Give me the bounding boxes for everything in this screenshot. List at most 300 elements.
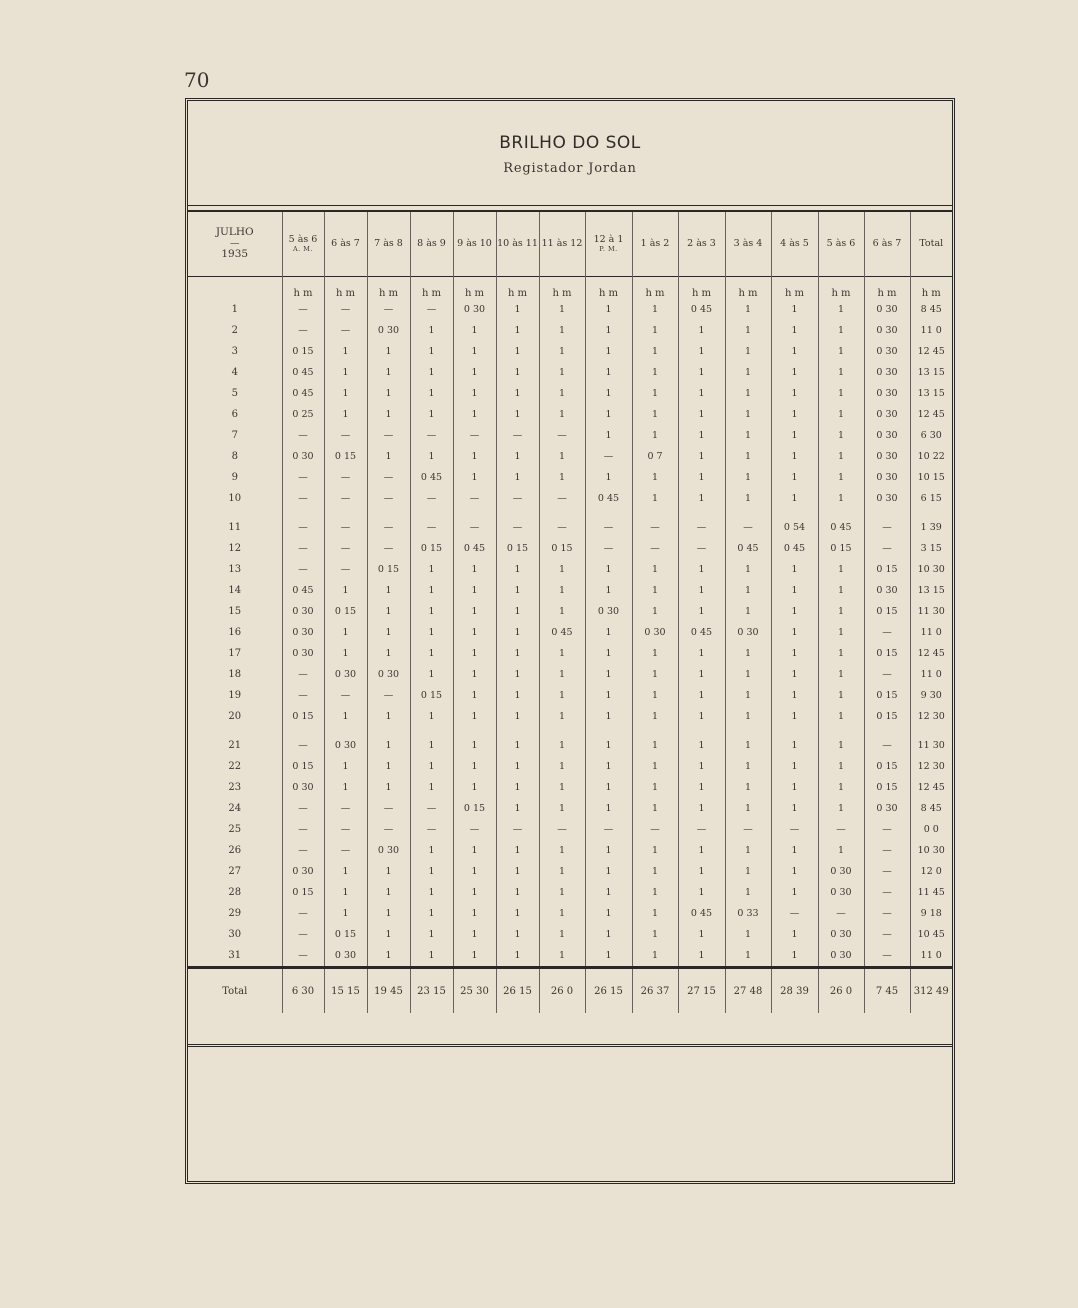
hour-value: 1: [678, 580, 725, 601]
hour-value: —: [585, 538, 632, 559]
hour-value: 1: [324, 362, 367, 383]
day-row: [188, 840, 952, 861]
day-number: 21: [228, 740, 242, 751]
day-number: 27: [228, 866, 242, 877]
hour-value: 0 45: [678, 622, 725, 643]
day-number: 23: [228, 782, 242, 793]
hour-value: —: [324, 467, 367, 488]
hour-value: 1: [410, 601, 453, 622]
day-number: 15: [228, 606, 242, 617]
hour-value: 1: [453, 664, 496, 685]
hour-value: 1: [632, 320, 678, 341]
hour-value: —: [367, 425, 410, 446]
hour-value: 0 30: [282, 622, 324, 643]
day-row: [188, 685, 952, 706]
hour-value: 1: [771, 861, 818, 882]
table-body: [188, 277, 952, 300]
hour-value: 0 45: [585, 488, 632, 509]
day-total: 13 15: [910, 383, 952, 404]
hour-value: —: [282, 299, 324, 320]
hour-value: 0 45: [282, 383, 324, 404]
hour-value: —: [324, 819, 367, 840]
hour-value: 1: [539, 945, 585, 968]
hour-value: 1: [771, 383, 818, 404]
hour-value: 1: [496, 341, 539, 362]
day-number: 16: [228, 627, 242, 638]
day-number: 2: [231, 325, 238, 336]
hour-value: —: [539, 425, 585, 446]
hour-value: 0 45: [539, 622, 585, 643]
page-number: 70: [184, 68, 210, 92]
hour-value: —: [496, 488, 539, 509]
day-total: 12 30: [910, 756, 952, 777]
column-header-period: A. M.: [292, 244, 314, 253]
hour-value: 1: [818, 706, 864, 727]
hour-value: —: [678, 819, 725, 840]
hour-value: —: [282, 924, 324, 945]
day-row: [188, 383, 952, 404]
day-row: [188, 467, 952, 488]
hour-value: 0 15: [324, 601, 367, 622]
day-total: 11 0: [910, 622, 952, 643]
hour-value: 1: [771, 425, 818, 446]
day-number: 14: [228, 585, 242, 596]
hour-value: 1: [539, 601, 585, 622]
hour-value: 1: [725, 320, 771, 341]
hour-value: —: [282, 903, 324, 924]
day-total: 11 0: [910, 664, 952, 685]
column-header-period: P. M.: [599, 244, 618, 253]
hour-value: 1: [539, 383, 585, 404]
hour-value: 1: [678, 488, 725, 509]
hour-value: 1: [410, 861, 453, 882]
unit-label: h m: [678, 277, 725, 300]
hour-value: 1: [410, 341, 453, 362]
hour-value: 0 30: [632, 622, 678, 643]
hour-value: 1: [453, 559, 496, 580]
day-row: [188, 488, 952, 509]
hour-value: 1: [585, 299, 632, 320]
hour-value: 1: [496, 467, 539, 488]
hour-value: 0 15: [818, 538, 864, 559]
title-box: [188, 101, 952, 206]
hour-value: 1: [818, 580, 864, 601]
hour-value: 1: [771, 622, 818, 643]
hour-value: 0 15: [324, 924, 367, 945]
hour-value: —: [453, 488, 496, 509]
hour-value: 0 45: [410, 467, 453, 488]
day-number: 1: [231, 304, 238, 315]
day-number: 25: [228, 824, 242, 835]
day-row: [188, 404, 952, 425]
hour-value: 1: [410, 756, 453, 777]
hour-value: 1: [410, 706, 453, 727]
hour-value: 1: [678, 756, 725, 777]
hour-value: 0 15: [453, 798, 496, 819]
unit-label: h m: [453, 277, 496, 300]
unit-label: h m: [818, 277, 864, 300]
hour-value: 1: [539, 643, 585, 664]
hour-value: —: [725, 819, 771, 840]
month-year-separator: —: [230, 237, 240, 249]
column-header-label: 10 às 11: [497, 237, 538, 249]
day-row: [188, 756, 952, 777]
hour-value: 1: [818, 777, 864, 798]
hour-value: —: [453, 425, 496, 446]
hour-value: 0 15: [864, 756, 910, 777]
hour-value: 1: [585, 341, 632, 362]
hour-value: 1: [771, 299, 818, 320]
day-row: [188, 727, 952, 756]
hour-value: 1: [496, 727, 539, 756]
hour-value: 1: [453, 756, 496, 777]
hour-value: 1: [367, 777, 410, 798]
hour-value: 1: [632, 945, 678, 968]
column-header-label: 12 à 1: [593, 234, 624, 246]
hour-value: 1: [410, 643, 453, 664]
column-header: [632, 212, 678, 277]
column-header-label: 4 às 5: [780, 237, 809, 249]
day-total: 12 0: [910, 861, 952, 882]
hour-value: 1: [585, 580, 632, 601]
hour-value: 1: [324, 404, 367, 425]
column-header-label: 3 às 4: [733, 237, 763, 249]
day-total: 10 30: [910, 559, 952, 580]
hour-value: 1: [678, 685, 725, 706]
hour-value: 0 15: [282, 706, 324, 727]
day-total: 9 30: [910, 685, 952, 706]
hour-value: 1: [771, 320, 818, 341]
column-total: 26 0: [539, 968, 585, 1014]
hour-value: 1: [678, 840, 725, 861]
column-total: 25 30: [453, 968, 496, 1014]
hour-value: 1: [818, 383, 864, 404]
hour-value: 1: [585, 467, 632, 488]
column-header-label: 7 às 8: [374, 237, 403, 249]
column-header-label: 5 às 6: [288, 234, 318, 246]
hour-value: 1: [496, 362, 539, 383]
unit-label: h m: [864, 277, 910, 300]
hour-value: 1: [539, 446, 585, 467]
day-row: [188, 706, 952, 727]
hour-value: 1: [539, 341, 585, 362]
hour-value: 1: [496, 383, 539, 404]
hour-value: —: [282, 685, 324, 706]
hour-value: 1: [539, 798, 585, 819]
hour-value: 1: [496, 924, 539, 945]
hour-value: 1: [367, 383, 410, 404]
day-row: [188, 320, 952, 341]
column-header: [453, 212, 496, 277]
hour-value: 1: [632, 425, 678, 446]
hour-value: 1: [632, 798, 678, 819]
hour-value: —: [410, 798, 453, 819]
hour-value: 1: [539, 685, 585, 706]
hour-value: 1: [367, 756, 410, 777]
column-header-label: Total: [919, 237, 944, 249]
hour-value: 1: [818, 341, 864, 362]
hour-value: 0 30: [864, 320, 910, 341]
hour-value: —: [282, 467, 324, 488]
hour-value: —: [367, 467, 410, 488]
hour-value: 1: [818, 798, 864, 819]
hour-value: 0 30: [324, 727, 367, 756]
hour-value: 1: [585, 425, 632, 446]
hour-value: —: [282, 819, 324, 840]
hour-value: 1: [818, 643, 864, 664]
day-number: 3: [231, 346, 238, 357]
hour-value: 1: [410, 559, 453, 580]
hour-value: 1: [771, 467, 818, 488]
hour-value: 1: [367, 882, 410, 903]
hour-value: 1: [367, 945, 410, 968]
day-row: [188, 509, 952, 538]
hour-value: 0 15: [496, 538, 539, 559]
column-total: 312 49: [910, 968, 952, 1014]
hour-value: 1: [496, 446, 539, 467]
day-row: [188, 601, 952, 622]
hour-value: 1: [632, 580, 678, 601]
column-header: [864, 212, 910, 277]
hour-value: —: [864, 819, 910, 840]
hour-value: —: [864, 924, 910, 945]
hour-value: —: [367, 509, 410, 538]
hour-value: 1: [453, 580, 496, 601]
hour-value: 1: [585, 727, 632, 756]
hour-value: 1: [725, 727, 771, 756]
hour-value: 0 45: [678, 299, 725, 320]
hour-value: —: [864, 538, 910, 559]
day-row: [188, 643, 952, 664]
column-header-label: 6 às 7: [872, 237, 902, 249]
hour-value: 0 30: [864, 798, 910, 819]
day-number: 28: [228, 887, 242, 898]
day-total: 12 45: [910, 777, 952, 798]
hour-value: 1: [771, 341, 818, 362]
hour-value: 1: [324, 706, 367, 727]
hour-value: 0 30: [453, 299, 496, 320]
hour-value: 1: [818, 559, 864, 580]
hour-value: 0 15: [864, 559, 910, 580]
hour-value: 1: [453, 643, 496, 664]
hour-value: 1: [367, 601, 410, 622]
day-row: [188, 798, 952, 819]
hour-value: 0 30: [864, 362, 910, 383]
day-number: 5: [231, 388, 238, 399]
hour-value: 1: [496, 903, 539, 924]
hour-value: 1: [410, 580, 453, 601]
column-total: 26 37: [632, 968, 678, 1014]
hour-value: —: [324, 538, 367, 559]
column-header: [910, 212, 952, 277]
hour-value: 0 30: [864, 299, 910, 320]
hour-value: 1: [496, 404, 539, 425]
hour-value: 0 30: [324, 664, 367, 685]
hour-value: 1: [585, 756, 632, 777]
day-total: 10 22: [910, 446, 952, 467]
hour-value: 1: [496, 945, 539, 968]
hour-value: 1: [410, 945, 453, 968]
hour-value: —: [496, 425, 539, 446]
hour-value: 0 45: [453, 538, 496, 559]
hour-value: 1: [818, 664, 864, 685]
column-total: 19 45: [367, 968, 410, 1014]
column-header-label: 2 às 3: [687, 237, 716, 249]
hour-value: —: [282, 559, 324, 580]
hour-value: 1: [678, 341, 725, 362]
hour-value: 0 30: [367, 664, 410, 685]
hour-value: 1: [539, 299, 585, 320]
hour-value: —: [864, 727, 910, 756]
day-number: 19: [228, 690, 242, 701]
hour-value: 0 30: [818, 861, 864, 882]
hour-value: 1: [771, 488, 818, 509]
hour-value: 0 30: [864, 383, 910, 404]
sunshine-table: [188, 212, 952, 1013]
hour-value: 1: [725, 643, 771, 664]
hour-value: 1: [585, 840, 632, 861]
hour-value: 1: [632, 383, 678, 404]
hour-value: —: [678, 509, 725, 538]
day-total: 13 15: [910, 362, 952, 383]
day-number: 13: [228, 564, 242, 575]
hour-value: 1: [496, 861, 539, 882]
hour-value: 0 54: [771, 509, 818, 538]
hour-value: 0 15: [864, 685, 910, 706]
hour-value: 1: [453, 945, 496, 968]
hour-value: —: [324, 299, 367, 320]
day-row: [188, 341, 952, 362]
hour-value: 1: [725, 706, 771, 727]
hour-value: 1: [632, 643, 678, 664]
day-row: [188, 299, 952, 320]
hour-value: 1: [367, 903, 410, 924]
column-header: [410, 212, 453, 277]
hour-value: —: [324, 559, 367, 580]
day-row: [188, 622, 952, 643]
day-row: [188, 903, 952, 924]
hour-value: 1: [632, 488, 678, 509]
hour-value: 0 15: [324, 446, 367, 467]
day-number: 18: [228, 669, 242, 680]
hour-value: 1: [496, 756, 539, 777]
hour-value: 1: [453, 601, 496, 622]
hour-value: 1: [632, 840, 678, 861]
hour-value: —: [367, 538, 410, 559]
hour-value: 1: [496, 643, 539, 664]
column-header: [818, 212, 864, 277]
day-total: 9 18: [910, 903, 952, 924]
hour-value: 1: [818, 685, 864, 706]
hour-value: 1: [632, 777, 678, 798]
hour-value: 1: [585, 320, 632, 341]
day-row: [188, 945, 952, 968]
totals-label: Total: [188, 968, 282, 1014]
hour-value: 1: [725, 945, 771, 968]
hour-value: 1: [539, 903, 585, 924]
column-header: [771, 212, 818, 277]
hour-value: —: [367, 819, 410, 840]
hour-value: 1: [453, 446, 496, 467]
hour-value: 1: [324, 777, 367, 798]
hour-value: 1: [539, 320, 585, 341]
hour-value: 1: [324, 341, 367, 362]
column-header-label: 11 às 12: [541, 237, 583, 249]
hour-value: —: [864, 861, 910, 882]
hour-value: 1: [496, 840, 539, 861]
hour-value: 1: [818, 404, 864, 425]
hour-value: 1: [453, 622, 496, 643]
column-total: 27 15: [678, 968, 725, 1014]
unit-label: h m: [585, 277, 632, 300]
hour-value: 1: [367, 446, 410, 467]
hour-value: 1: [539, 664, 585, 685]
hour-value: 1: [632, 341, 678, 362]
report-title: BRILHO DO SOL: [499, 133, 641, 153]
hour-value: 1: [367, 924, 410, 945]
hour-value: 1: [678, 601, 725, 622]
hour-value: 1: [453, 861, 496, 882]
hour-value: 0 15: [282, 882, 324, 903]
hour-value: 1: [725, 299, 771, 320]
hour-value: 1: [678, 798, 725, 819]
hour-value: 0 15: [410, 685, 453, 706]
hour-value: 1: [453, 706, 496, 727]
hour-value: —: [864, 903, 910, 924]
hour-value: 1: [585, 882, 632, 903]
day-number: 9: [231, 472, 238, 483]
hour-value: 1: [410, 903, 453, 924]
column-header: [725, 212, 771, 277]
hour-value: 0 30: [864, 446, 910, 467]
hour-value: 0 30: [864, 467, 910, 488]
day-total: 12 45: [910, 404, 952, 425]
hour-value: —: [864, 622, 910, 643]
unit-label: h m: [367, 277, 410, 300]
hour-value: 1: [725, 580, 771, 601]
hour-value: 1: [678, 446, 725, 467]
hour-value: 1: [771, 706, 818, 727]
hour-value: 0 30: [864, 580, 910, 601]
hour-value: 1: [496, 706, 539, 727]
hour-value: 0 30: [367, 320, 410, 341]
column-total: 26 0: [818, 968, 864, 1014]
day-total: 6 30: [910, 425, 952, 446]
hour-value: —: [324, 488, 367, 509]
hour-value: 0 30: [282, 861, 324, 882]
hour-value: 1: [539, 777, 585, 798]
hour-value: —: [282, 509, 324, 538]
column-header-label: 5 às 6: [826, 237, 856, 249]
day-total: 12 45: [910, 643, 952, 664]
hour-value: 1: [632, 664, 678, 685]
hour-value: —: [496, 509, 539, 538]
hour-value: 1: [410, 404, 453, 425]
hour-value: 1: [585, 903, 632, 924]
hour-value: 1: [539, 467, 585, 488]
hour-value: 1: [539, 840, 585, 861]
hour-value: 1: [410, 727, 453, 756]
hour-value: 1: [632, 727, 678, 756]
hour-value: 1: [818, 299, 864, 320]
month-header: [188, 212, 282, 277]
day-number: 12: [228, 543, 242, 554]
hour-value: —: [367, 798, 410, 819]
hour-value: 1: [367, 706, 410, 727]
day-total: 13 15: [910, 580, 952, 601]
day-total: 11 0: [910, 945, 952, 968]
hour-value: 1: [632, 685, 678, 706]
